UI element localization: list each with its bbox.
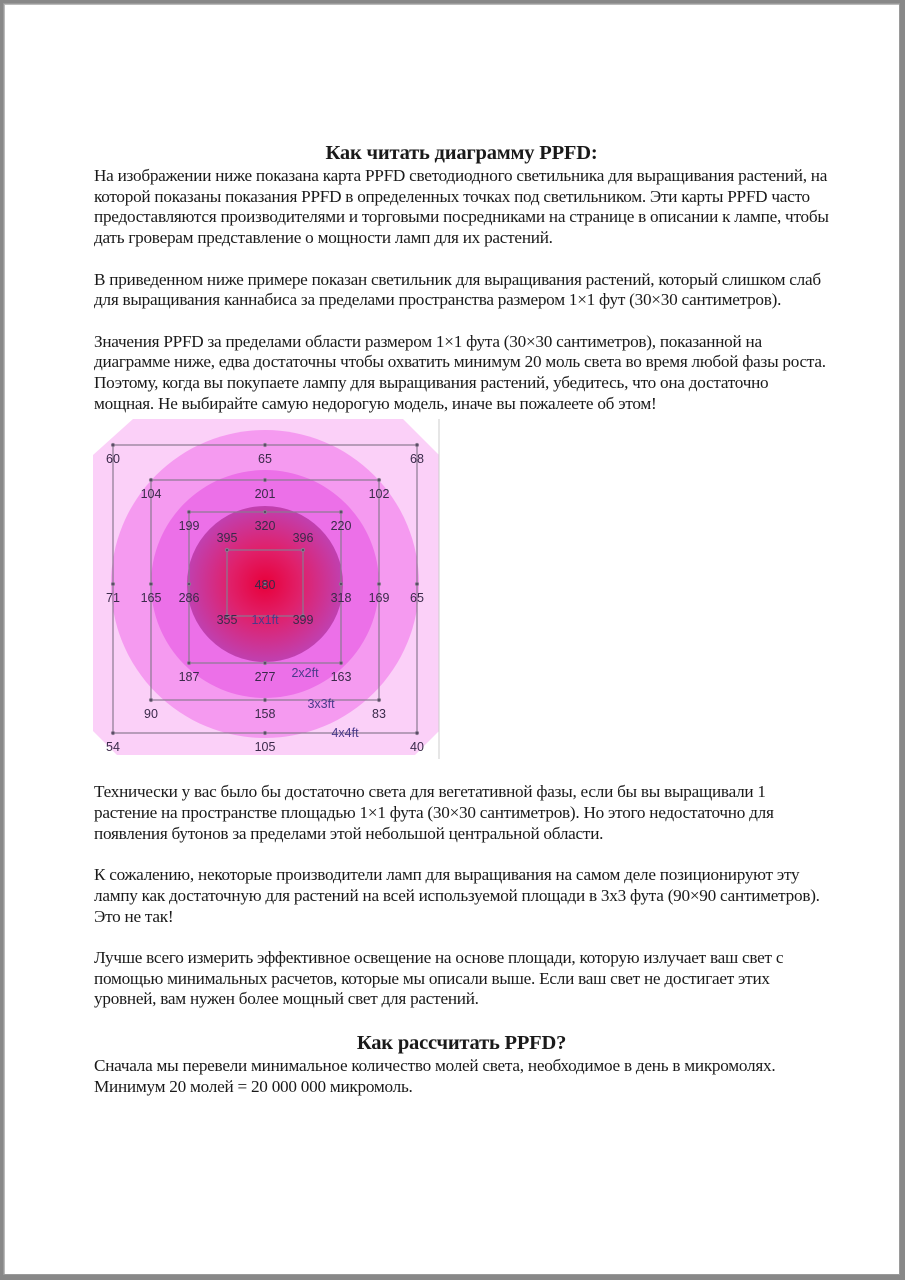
measurement-point <box>416 444 419 447</box>
ppfd-value: 286 <box>178 591 200 606</box>
ppfd-value: 65 <box>410 591 424 606</box>
ppfd-value: 158 <box>254 707 276 722</box>
ppfd-value: 105 <box>254 740 276 755</box>
ppfd-area-label: 4x4ft <box>331 726 359 741</box>
paragraph: В приведенном ниже примере показан светильник для выращивания растений, который слишком слаб для выращивания каннабиса за пределами пространства размером 1×1 фут (30×30 сантиметров). <box>94 269 821 310</box>
heading-how-to-read: Как читать диаграмму PPFD: <box>325 142 598 164</box>
ppfd-map-figure <box>93 419 443 759</box>
ppfd-area-label: 3x3ft <box>307 697 335 712</box>
ppfd-value: 277 <box>254 670 276 685</box>
ppfd-value: 102 <box>368 487 390 502</box>
ppfd-value: 90 <box>144 707 158 722</box>
ppfd-value: 169 <box>368 591 390 606</box>
ppfd-value: 165 <box>140 591 162 606</box>
ppfd-area-label: 1x1ft <box>251 613 279 628</box>
ppfd-value: 320 <box>254 519 276 534</box>
measurement-point <box>340 583 343 586</box>
measurement-point <box>340 662 343 665</box>
paragraph: Сначала мы перевели минимальное количество молей света, необходимое в день в микромолях. Минимум 20 молей = 20 000 000 микромоль. <box>94 1056 776 1096</box>
measurement-point <box>340 511 343 514</box>
ppfd-value: 318 <box>330 591 352 606</box>
ppfd-value: 395 <box>216 531 238 546</box>
measurement-point <box>302 549 305 552</box>
measurement-point <box>188 511 191 514</box>
ppfd-map <box>93 419 443 759</box>
ppfd-value: 65 <box>258 452 272 467</box>
measurement-point <box>150 699 153 702</box>
paragraph: Значения PPFD за пределами области размером 1×1 фута (30×30 сантиметров), показанной на диаграмме ниже, едва достаточны чтобы охватить минимум 20 моль света во время любой фазы роста. Поэтому, когда вы покупаете лампу для выращивания растений, убедитесь, что она достаточно мощная. Не выбирайте самую недорогую модель, иначе вы пожалеете об этом! <box>94 331 826 413</box>
measurement-point <box>378 479 381 482</box>
heading-how-to-calc: Как рассчитать PPFD? <box>356 1032 567 1055</box>
ppfd-value: 163 <box>330 670 352 685</box>
ppfd-value: 71 <box>106 591 120 606</box>
ppfd-value: 201 <box>254 487 276 502</box>
paragraph: Лучше всего измерить эффективное освещение на основе площади, которую излучает ваш свет с помощью минимальных расчетов, которые мы описали выше. Если ваш свет не достигает этих уровней, вам нужен более мощный свет для растений. <box>94 948 784 1009</box>
measurement-point <box>150 479 153 482</box>
measurement-point <box>264 699 267 702</box>
measurement-point <box>264 511 267 514</box>
measurement-point <box>150 583 153 586</box>
measurement-point <box>264 662 267 665</box>
measurement-point <box>112 444 115 447</box>
measurement-point <box>226 549 229 552</box>
ppfd-value: 199 <box>178 519 200 534</box>
measurement-point <box>188 583 191 586</box>
measurement-point <box>112 732 115 735</box>
paragraph: Технически у вас было бы достаточно света для вегетативной фазы, если бы вы выращивали 1 растение на пространстве площадью 1×1 фута (30×30 сантиметров). Но этого недостаточно для появления бутонов за пределами этой небольшой центральной области. <box>94 782 774 843</box>
ppfd-value: 54 <box>106 740 120 755</box>
ppfd-value: 40 <box>410 740 424 755</box>
ppfd-value: 104 <box>140 487 162 502</box>
measurement-point <box>264 732 267 735</box>
measurement-point <box>112 583 115 586</box>
measurement-point <box>416 732 419 735</box>
document-page <box>3 3 900 1275</box>
ppfd-value: 68 <box>410 452 424 467</box>
ppfd-value: 83 <box>372 707 386 722</box>
ppfd-value: 399 <box>292 613 314 628</box>
paragraph: На изображении ниже показана карта PPFD светодиодного светильника для выращивания растений, на которой показаны показания PPFD в определенных точках под светильником. Эти карты PPFD часто предоставляются производителями и торговыми посредниками на странице в описании к лампе, чтобы дать гроверам представление о мощности ламп для их растений. <box>94 166 829 248</box>
measurement-point <box>378 699 381 702</box>
ppfd-value: 396 <box>292 531 314 546</box>
document-content <box>94 140 829 1098</box>
measurement-point <box>378 583 381 586</box>
ppfd-value: 220 <box>330 519 352 534</box>
measurement-point <box>416 583 419 586</box>
ppfd-area-label: 2x2ft <box>291 666 319 681</box>
measurement-point <box>188 662 191 665</box>
ppfd-value: 187 <box>178 670 200 685</box>
measurement-point <box>264 444 267 447</box>
measurement-point <box>264 479 267 482</box>
ppfd-value: 60 <box>106 452 120 467</box>
ppfd-value: 355 <box>216 613 238 628</box>
ppfd-center-value: 480 <box>254 578 276 593</box>
paragraph: К сожалению, некоторые производители ламп для выращивания на самом деле позиционируют эту лампу как достаточную для растений на всей используемой площади в 3x3 фута (90×90 сантиметров). Это не так! <box>94 865 820 926</box>
